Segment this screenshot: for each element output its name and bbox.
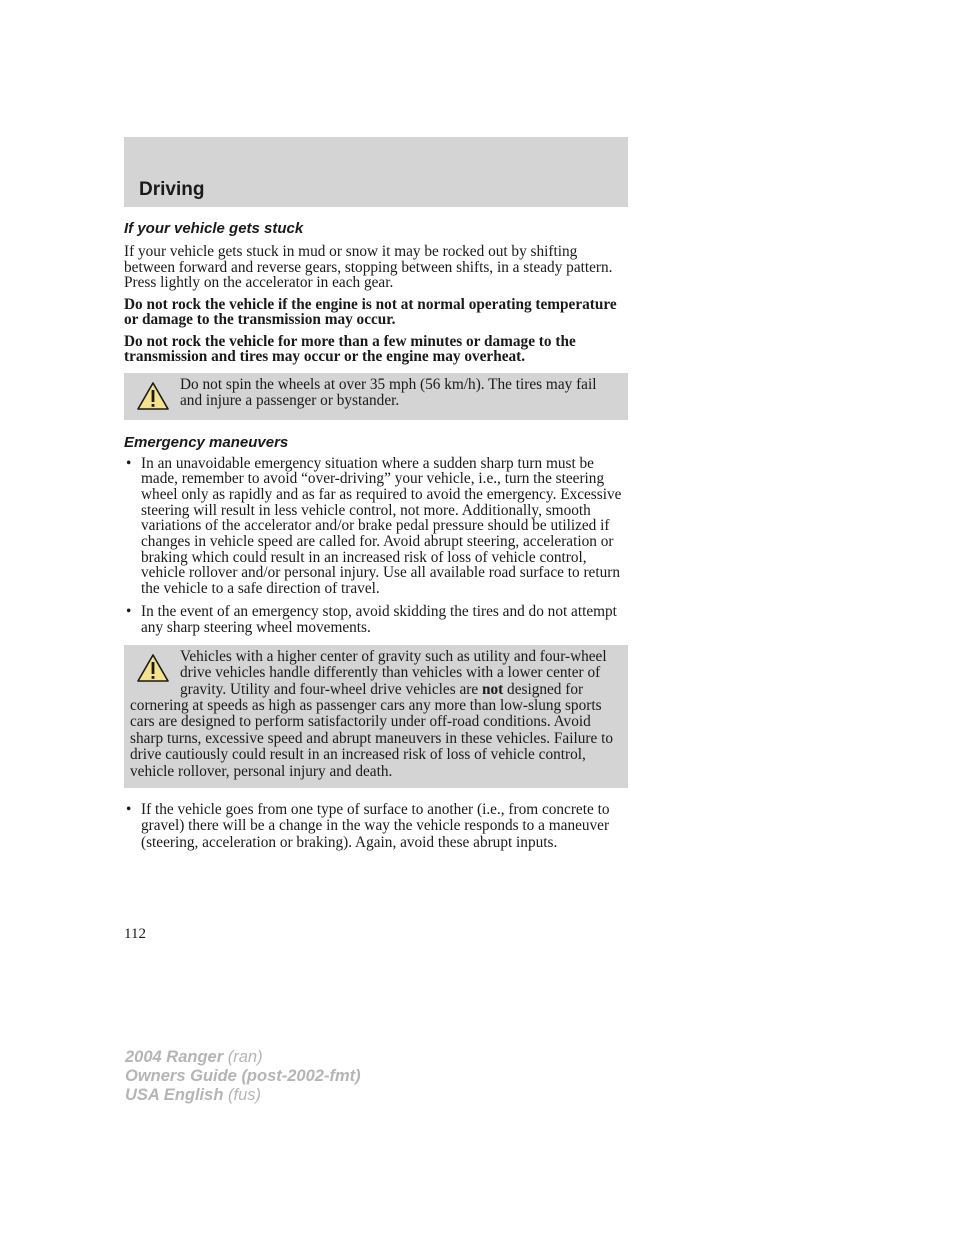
footer-language: USA English xyxy=(125,1086,224,1104)
warning-box-center-of-gravity xyxy=(124,645,628,788)
document-footer xyxy=(125,1048,361,1105)
page-content xyxy=(124,220,628,851)
footer-model-code: (ran) xyxy=(227,1048,263,1066)
bullet-marker: • xyxy=(126,801,132,819)
stuck-caution-1: Do not rock the vehicle if the engine is not at normal operating temperature or damage to the transmission may occur. xyxy=(124,295,617,328)
bullet-text: In an unavoidable emergency situation where a sudden sharp turn must be made, remember to avoid “over-driving” your vehicle, i.e., turn the steering wheel only as rapidly and as far as required to avoid the emergency. Excessive steering will result in less vehicle control, not more. Additionally, smooth variations of the accelerator and/or brake pedal pressure should be utilized if changes in vehicle speed are called for. Avoid abrupt steering, acceleration or braking which could result in an increased risk of loss of vehicle control, vehicle rollover and/or personal injury. Use all available road surface to return the vehicle to a safe direction of travel. xyxy=(141,454,622,598)
bullet-marker: • xyxy=(126,602,132,620)
footer-line-2 xyxy=(125,1067,361,1086)
list-item xyxy=(124,604,628,636)
emergency-bullet-list-2 xyxy=(124,802,628,851)
list-item xyxy=(124,802,628,851)
warning-triangle-icon xyxy=(136,381,170,411)
warning-text-part: designed for cornering at speeds as high as passenger cars any more than low-slung sports cars are designed to perform satisfactorily under off-road conditions. Avoid sharp turns, excessive speed and abrupt maneuvers in these vehicles. Failure to drive cautiously could result in an increased risk of loss of vehicle control, vehicle rollover, personal injury and death. xyxy=(130,680,613,780)
page-number: 112 xyxy=(124,926,146,942)
warning-text-center-of-gravity xyxy=(130,649,618,780)
emergency-heading: Emergency maneuvers xyxy=(124,433,289,451)
footer-line-3 xyxy=(125,1086,361,1105)
warning-text-part: Vehicles with a higher center of gravity such as utility and four-wheel drive vehicles handle differently than vehicles with a lower center of gravity. Utility and four-wheel drive vehicles are xyxy=(180,647,607,698)
section-header-band xyxy=(124,137,628,207)
stuck-heading: If your vehicle gets stuck xyxy=(124,220,304,237)
footer-guide: Owners Guide (post-2002-fmt) xyxy=(125,1067,361,1085)
section-title: Driving xyxy=(139,179,205,200)
bullet-text: In the event of an emergency stop, avoid skidding the tires and do not attempt any sharp steering wheel movements. xyxy=(141,602,617,636)
bullet-text: If the vehicle goes from one type of surface to another (i.e., from concrete to gravel) there will be a change in the way the vehicle responds to a maneuver (steering, acceleration or braking). Again, avoid these abrupt inputs. xyxy=(141,801,610,851)
warning-text-wheel-spin: Do not spin the wheels at over 35 mph (56 km/h). The tires may fail and injure a passenger or bystander. xyxy=(180,375,597,409)
footer-language-code: (fus) xyxy=(228,1086,261,1104)
stuck-paragraph: If your vehicle gets stuck in mud or snow it may be rocked out by shifting between forward and reverse gears, stopping between shifts, in a steady pattern. Press lightly on the accelerator in each gear. xyxy=(124,243,613,291)
emergency-bullet-list xyxy=(124,456,628,636)
stuck-caution-2: Do not rock the vehicle for more than a few minutes or damage to the transmission and tires may occur or the engine may overheat. xyxy=(124,332,576,365)
warning-triangle-icon xyxy=(136,653,170,683)
footer-line-1 xyxy=(125,1048,361,1067)
warning-box-wheel-spin xyxy=(124,373,628,420)
bullet-marker: • xyxy=(126,454,132,472)
footer-model: 2004 Ranger xyxy=(125,1048,224,1066)
list-item xyxy=(124,456,628,597)
warning-emphasis: not xyxy=(481,680,504,698)
